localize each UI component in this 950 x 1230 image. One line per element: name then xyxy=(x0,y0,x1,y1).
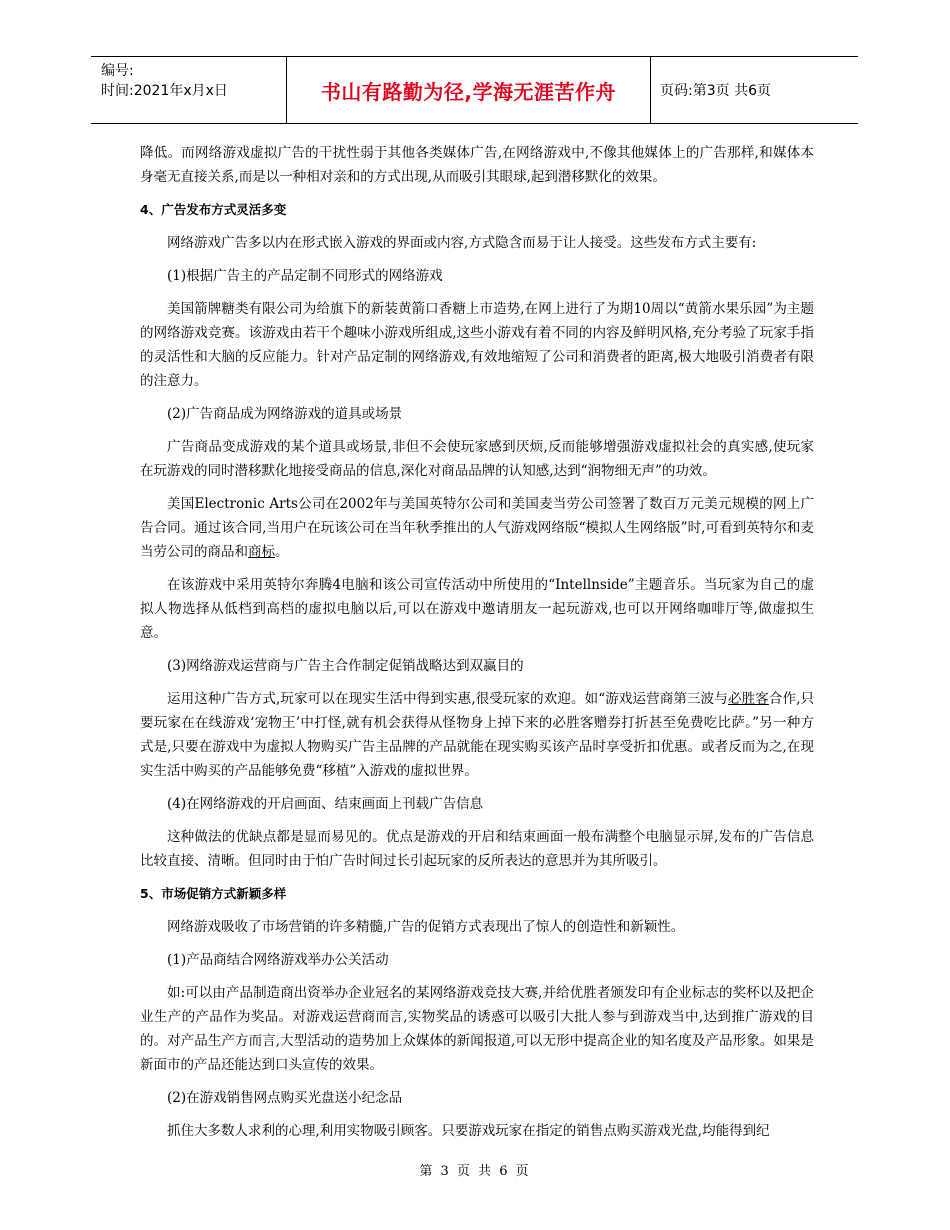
paragraph: 网络游戏吸收了市场营销的许多精髓,广告的促销方式表现出了惊人的创造性和新颖性。 xyxy=(167,919,685,935)
header-page-info: 页码:第3页 共6页 xyxy=(660,83,771,99)
paragraph: 降低。而网络游戏虚拟广告的干扰性弱于其他各类媒体广告,在网络游戏中,不像其他媒体上的广告那样,和媒体本身毫无直接关系,而是以一种相对亲和的方式出现,从而吸引其眼球,起到潜移默化的效果。 xyxy=(140,145,814,185)
text-span: 合作,只要玩家在在线游戏‘宠物王’中打怪,就有机会获得从怪物身上掉下来的必胜客赠券打折甚至免费吃比萨。”另一种方式是,只要在游戏中为虚拟人物购买广告主品牌的产品就能在现实购买该产品时享受折扣优惠。或者反而为之,在现实生活中购买的产品能够免费“移植”入游戏的虚拟世界。 xyxy=(140,691,815,779)
paragraph: 广告商品变成游戏的某个道具或场景,非但不会使玩家感到厌烦,反而能够增强游戏虚拟社会的真实感,使玩家在玩游戏的同时潜移默化地接受商品的信息,深化对商品品牌的认知感,达到“润物细无声”的功效。 xyxy=(140,439,814,479)
paragraph: 这种做法的优缺点都是显而易见的。优点是游戏的开启和结束画面一般布满整个电脑显示屏,发布的广告信息比较直接、清晰。但同时由于怕广告时间过长引起玩家的反所表达的意思并为其所吸引。 xyxy=(140,829,814,869)
subheading: (2)在游戏销售网点购买光盘送小纪念品 xyxy=(167,1090,403,1106)
text-span: 美国Electronic Arts公司在2002年与美国英特尔公司和美国麦当劳公司签署了数百万元美元规模的网上广告合同。通过该合同,当用户在玩该公司在当年秋季推出的人气游戏网络版“模拟人生网络版”时,可看到英特尔和麦当劳公司的商品和 xyxy=(140,496,814,560)
header-motto: 书山有路勤为径,学海无涯苦作舟 xyxy=(286,57,651,123)
subheading: (1)产品商结合网络游戏举办公关活动 xyxy=(167,952,389,968)
subheading: (4)在网络游戏的开启画面、结束画面上刊载广告信息 xyxy=(167,796,484,812)
time-label: 时间:2021年x月x日 xyxy=(101,83,228,99)
pizzahut-link[interactable]: 必胜客 xyxy=(727,691,769,707)
document-body xyxy=(140,141,814,1152)
paragraph xyxy=(140,492,814,564)
text-span: 。 xyxy=(275,544,289,560)
paragraph: 在该游戏中采用英特尔奔腾4电脑和该公司宣传活动中所使用的“Intellnside”主题音乐。当玩家为自己的虚拟人物选择从低档到高档的虚拟电脑以后,可以在游戏中邀请朋友一起玩游戏,也可以开网络咖啡厅等,做虚拟生意。 xyxy=(140,577,814,641)
code-label: 编号: xyxy=(101,63,134,79)
subheading: (2)广告商品成为网络游戏的道具或场景 xyxy=(167,406,403,422)
subheading: (3)网络游戏运营商与广告主合作制定促销战略达到双赢目的 xyxy=(167,658,524,674)
section-heading-4: 4、广告发布方式灵活多变 xyxy=(140,202,287,217)
page-footer: 第 3 页 共 6 页 xyxy=(419,1164,531,1179)
section-heading-5: 5、市场促销方式新颖多样 xyxy=(140,886,287,901)
page-header xyxy=(91,56,858,124)
paragraph: 网络游戏广告多以内在形式嵌入游戏的界面或内容,方式隐含而易于让人接受。这些发布方式主要有: xyxy=(167,235,757,251)
paragraph: 如:可以由产品制造商出资举办企业冠名的某网络游戏竞技大赛,并给优胜者颁发印有企业标志的奖杯以及把企业生产的产品作为奖品。对游戏运营商而言,实物奖品的诱惑可以吸引大批人参与到游戏当中,达到推广游戏的目的。对产品生产方而言,大型活动的造势加上众媒体的新闻报道,可以无形中提高企业的知名度及产品形象。如果是新面市的产品还能达到口头宣传的效果。 xyxy=(140,985,814,1073)
text-span: 运用这种广告方式,玩家可以在现实生活中得到实惠,很受玩家的欢迎。如“游戏运营商第三波与 xyxy=(167,691,728,707)
header-meta xyxy=(91,57,286,123)
paragraph: 美国箭牌糖类有限公司为给旗下的新装黄箭口香糖上市造势,在网上进行了为期10周以“黄箭水果乐园”为主题的网络游戏竞赛。该游戏由若干个趣味小游戏所组成,这些小游戏有着不同的内容及鲜明风格,充分考验了玩家手指的灵活性和大脑的反应能力。针对产品定制的网络游戏,有效地缩短了公司和消费者的距离,极大地吸引消费者有限的注意力。 xyxy=(140,301,814,389)
trademark-link[interactable]: 商标 xyxy=(248,544,275,560)
paragraph: 抓住大多数人求利的心理,利用实物吸引顾客。只要游戏玩家在指定的销售点购买游戏光盘,均能得到纪 xyxy=(167,1123,770,1139)
paragraph xyxy=(140,687,814,783)
subheading: (1)根据广告主的产品定制不同形式的网络游戏 xyxy=(167,268,443,284)
